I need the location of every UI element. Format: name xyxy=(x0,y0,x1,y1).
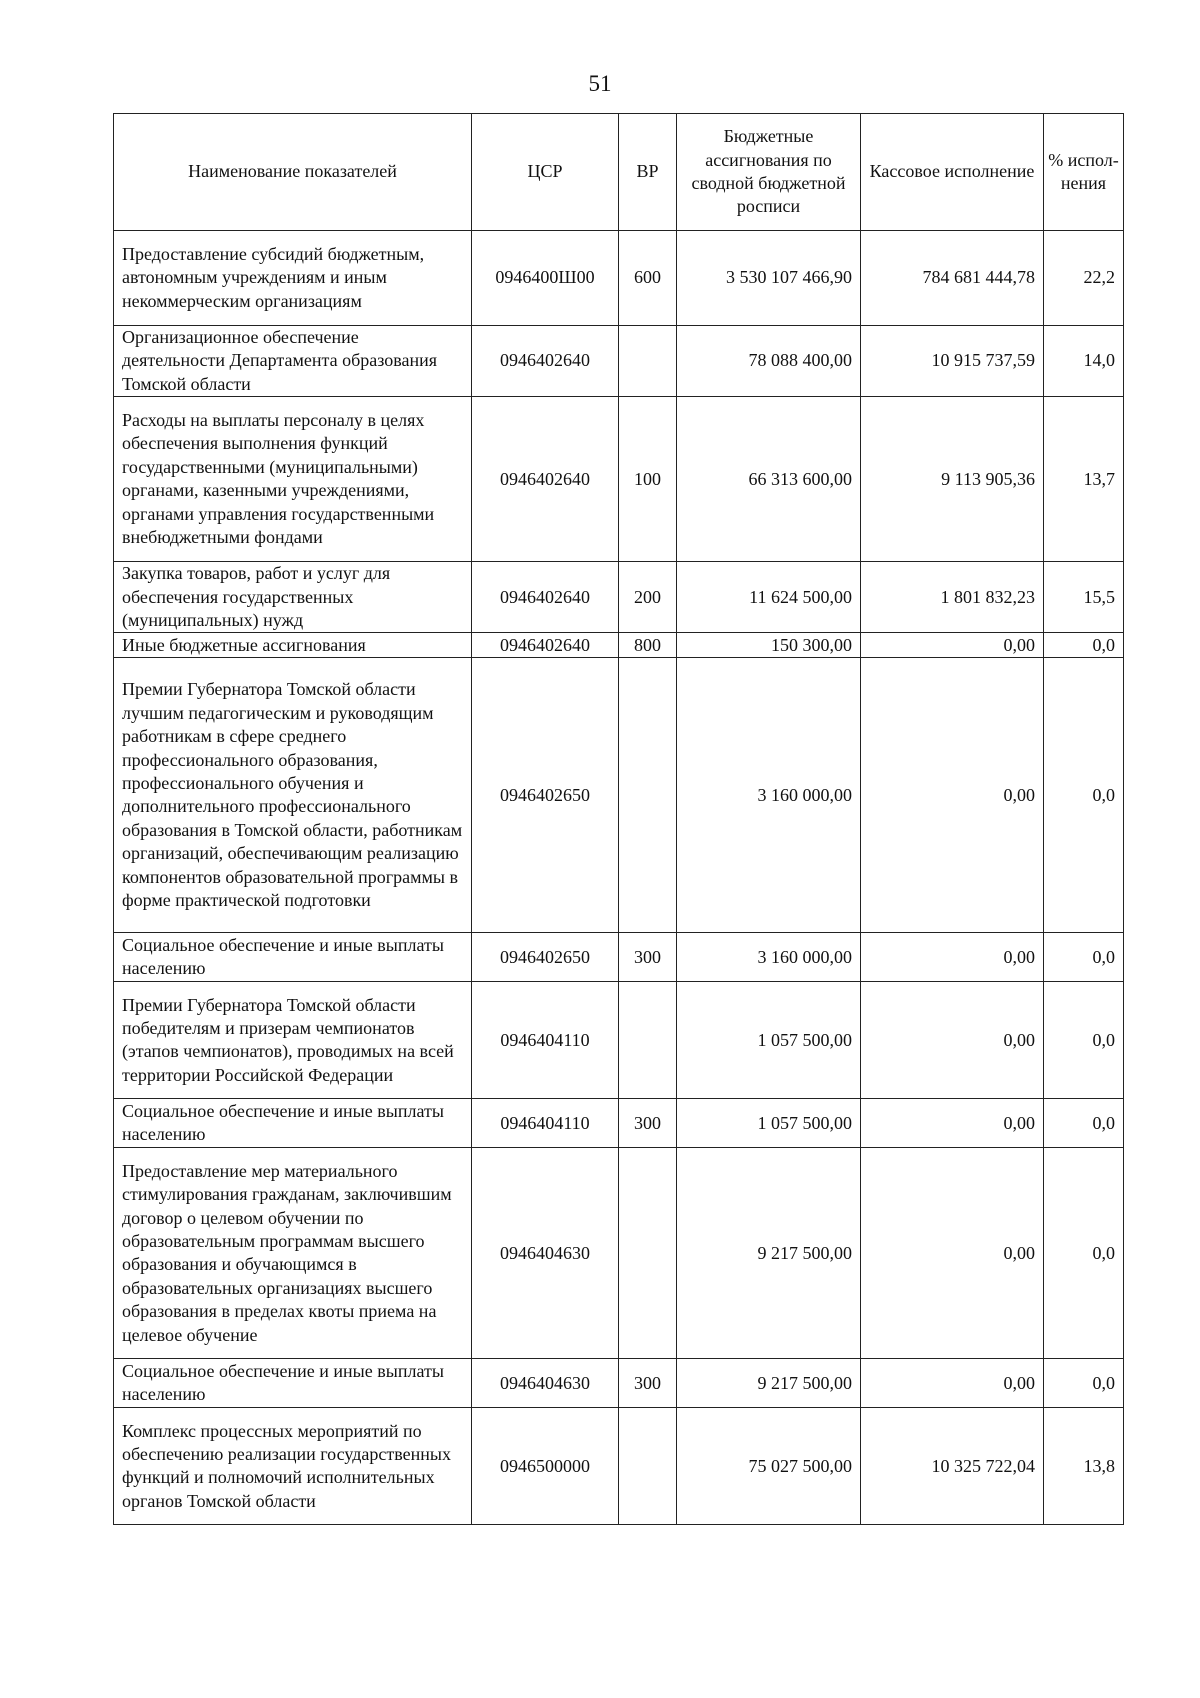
cell-vr xyxy=(619,982,677,1099)
cell-vr xyxy=(619,1148,677,1359)
table-row xyxy=(114,397,1124,562)
cell-cash: 10 325 722,04 xyxy=(861,1408,1044,1525)
table-row xyxy=(114,326,1124,397)
cell-budget: 75 027 500,00 xyxy=(677,1408,861,1525)
header-name: Наименование показателей xyxy=(114,114,472,231)
header-cash: Кассовое исполнение xyxy=(861,114,1044,231)
header-pct: % испол-нения xyxy=(1044,114,1124,231)
cell-name: Закупка товаров, работ и услуг для обеспечения государственных (муниципальных) нужд xyxy=(114,562,472,633)
budget-execution-table xyxy=(113,113,1124,1525)
table-header-row xyxy=(114,114,1124,231)
header-csr: ЦСР xyxy=(472,114,619,231)
cell-name: Социальное обеспечение и иные выплаты населению xyxy=(114,1099,472,1148)
cell-vr: 200 xyxy=(619,562,677,633)
cell-vr: 100 xyxy=(619,397,677,562)
table-row xyxy=(114,933,1124,982)
cell-cash: 0,00 xyxy=(861,633,1044,658)
table-row xyxy=(114,1359,1124,1408)
cell-budget: 3 160 000,00 xyxy=(677,933,861,982)
cell-csr: 0946402640 xyxy=(472,397,619,562)
cell-budget: 78 088 400,00 xyxy=(677,326,861,397)
cell-budget: 150 300,00 xyxy=(677,633,861,658)
cell-vr xyxy=(619,658,677,933)
table-row xyxy=(114,658,1124,933)
cell-pct: 0,0 xyxy=(1044,1099,1124,1148)
cell-name: Социальное обеспечение и иные выплаты населению xyxy=(114,933,472,982)
cell-pct: 0,0 xyxy=(1044,658,1124,933)
cell-pct: 15,5 xyxy=(1044,562,1124,633)
cell-name: Премии Губернатора Томской области победителям и призерам чемпионатов (этапов чемпионатов), проводимых на всей территории Российской Федерации xyxy=(114,982,472,1099)
cell-pct: 0,0 xyxy=(1044,982,1124,1099)
cell-cash: 1 801 832,23 xyxy=(861,562,1044,633)
cell-name: Организационное обеспечение деятельности Департамента образования Томской области xyxy=(114,326,472,397)
cell-budget: 3 160 000,00 xyxy=(677,658,861,933)
table-row xyxy=(114,562,1124,633)
header-budget: Бюджетные ассигнования по сводной бюджетной росписи xyxy=(677,114,861,231)
table-row xyxy=(114,633,1124,658)
cell-csr: 0946404630 xyxy=(472,1359,619,1408)
cell-csr: 0946500000 xyxy=(472,1408,619,1525)
cell-budget: 66 313 600,00 xyxy=(677,397,861,562)
cell-name: Социальное обеспечение и иные выплаты населению xyxy=(114,1359,472,1408)
cell-cash: 784 681 444,78 xyxy=(861,231,1044,326)
cell-cash: 10 915 737,59 xyxy=(861,326,1044,397)
cell-vr: 300 xyxy=(619,933,677,982)
cell-cash: 0,00 xyxy=(861,1148,1044,1359)
cell-vr: 800 xyxy=(619,633,677,658)
cell-csr: 0946404110 xyxy=(472,1099,619,1148)
cell-pct: 0,0 xyxy=(1044,1148,1124,1359)
cell-name: Предоставление мер материального стимулирования гражданам, заключившим договор о целевом обучении по образовательным программам высшего образования и обучающимся в образовательных организациях высшего образования в пределах квоты приема на целевое обучение xyxy=(114,1148,472,1359)
cell-pct: 22,2 xyxy=(1044,231,1124,326)
cell-cash: 0,00 xyxy=(861,1099,1044,1148)
cell-cash: 0,00 xyxy=(861,933,1044,982)
cell-vr xyxy=(619,1408,677,1525)
cell-csr: 0946402640 xyxy=(472,633,619,658)
cell-cash: 0,00 xyxy=(861,1359,1044,1408)
cell-name: Расходы на выплаты персоналу в целях обеспечения выполнения функций государственными (муниципальными) органами, казенными учреждениями, органами управления государственными внебюджетными фондами xyxy=(114,397,472,562)
cell-vr xyxy=(619,326,677,397)
cell-name: Иные бюджетные ассигнования xyxy=(114,633,472,658)
table-row xyxy=(114,1148,1124,1359)
cell-csr: 0946402650 xyxy=(472,658,619,933)
cell-vr: 300 xyxy=(619,1099,677,1148)
cell-pct: 0,0 xyxy=(1044,933,1124,982)
cell-cash: 9 113 905,36 xyxy=(861,397,1044,562)
cell-csr: 0946402650 xyxy=(472,933,619,982)
cell-budget: 9 217 500,00 xyxy=(677,1359,861,1408)
cell-budget: 3 530 107 466,90 xyxy=(677,231,861,326)
cell-csr: 0946402640 xyxy=(472,562,619,633)
cell-pct: 14,0 xyxy=(1044,326,1124,397)
header-vr: ВР xyxy=(619,114,677,231)
cell-cash: 0,00 xyxy=(861,982,1044,1099)
table-row xyxy=(114,982,1124,1099)
table-row xyxy=(114,231,1124,326)
cell-pct: 13,8 xyxy=(1044,1408,1124,1525)
cell-csr: 0946402640 xyxy=(472,326,619,397)
cell-csr: 0946404630 xyxy=(472,1148,619,1359)
table-row xyxy=(114,1408,1124,1525)
cell-cash: 0,00 xyxy=(861,658,1044,933)
cell-budget: 1 057 500,00 xyxy=(677,1099,861,1148)
cell-budget: 1 057 500,00 xyxy=(677,982,861,1099)
cell-vr: 300 xyxy=(619,1359,677,1408)
cell-pct: 0,0 xyxy=(1044,633,1124,658)
cell-budget: 9 217 500,00 xyxy=(677,1148,861,1359)
cell-name: Предоставление субсидий бюджетным, автономным учреждениям и иным некоммерческим организациям xyxy=(114,231,472,326)
cell-budget: 11 624 500,00 xyxy=(677,562,861,633)
cell-csr: 0946400Ш00 xyxy=(472,231,619,326)
cell-pct: 13,7 xyxy=(1044,397,1124,562)
cell-name: Комплекс процессных мероприятий по обеспечению реализации государственных функций и полномочий исполнительных органов Томской области xyxy=(114,1408,472,1525)
table-row xyxy=(114,1099,1124,1148)
page-number: 51 xyxy=(588,71,612,96)
cell-name: Премии Губернатора Томской области лучшим педагогическим и руководящим работникам в сфере среднего профессионального образования, профессионального обучения и дополнительного профессионального образования в Томской области, работникам организаций, обеспечивающим реализацию компонентов образовательной программы в форме практической подготовки xyxy=(114,658,472,933)
cell-pct: 0,0 xyxy=(1044,1359,1124,1408)
cell-csr: 0946404110 xyxy=(472,982,619,1099)
cell-vr: 600 xyxy=(619,231,677,326)
